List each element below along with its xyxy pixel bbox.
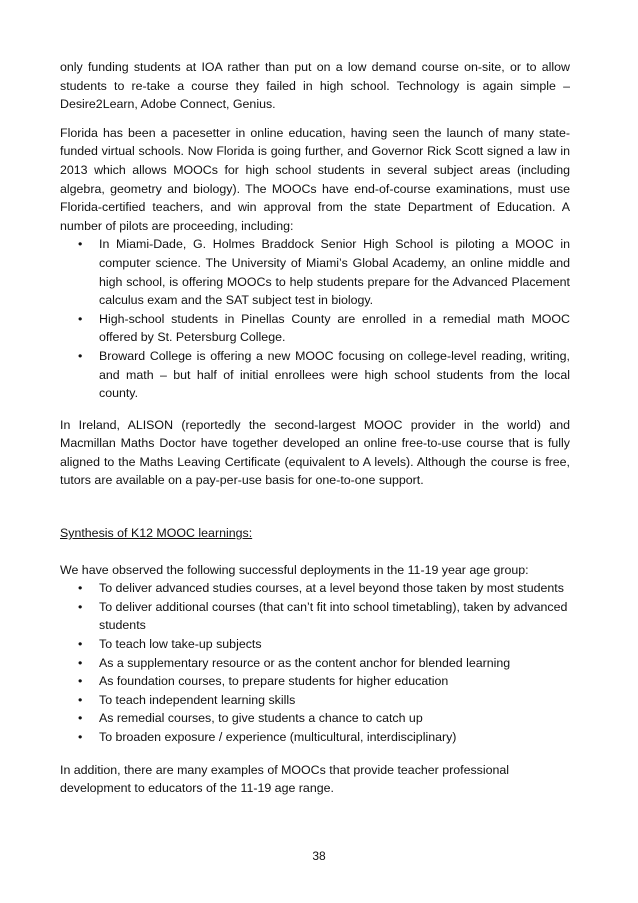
bullet-icon: • (78, 348, 83, 363)
paragraph-intro: only funding students at IOA rather than put on a low demand course on-site, or to allow students to re-take a course they failed in high school. Technology is again simple – Desire2Learn, Adobe Connect, Genius. (60, 60, 570, 112)
list-item: • In Miami-Dade, G. Holmes Braddock Senior High School is piloting a MOOC in computer science. The University of Miami’s Global Academy, an online middle and high school, is offering MOOCs to help students prepare for the Advanced Placement calculus exam and the SAT subject test in biology. (78, 237, 570, 308)
paragraph-observed: We have observed the following successful deployments in the 11-19 year age group: (60, 562, 529, 577)
page-number: 38 (312, 849, 326, 863)
list-item: • As foundation courses, to prepare students for higher education (60, 672, 570, 691)
section-heading: Synthesis of K12 MOOC learnings: (60, 526, 253, 541)
bullet-icon: • (78, 711, 83, 726)
list-item: • As a supplementary resource or as the content anchor for blended learning (60, 654, 570, 673)
list-item: • To teach independent learning skills (60, 691, 570, 710)
bullet-icon: • (78, 311, 83, 326)
list-item: • To broaden exposure / experience (multicultural, interdisciplinary) (60, 728, 570, 747)
page-body (60, 58, 570, 798)
bullet-icon: • (78, 581, 83, 596)
list-item: • High-school students in Pinellas County are enrolled in a remedial math MOOC offered by St. Petersburg College. (78, 311, 570, 345)
deployments-list (60, 579, 570, 746)
bullet-icon: • (78, 692, 83, 707)
list-item: • To deliver advanced studies courses, at a level beyond those taken by most students (60, 579, 570, 598)
paragraph-ireland: In Ireland, ALISON (reportedly the second-largest MOOC provider in the world) and Macmillan Maths Doctor have together developed an online free-to-use course that is fully aligned to the Maths Leaving Certificate (equivalent to A levels). Although the course is free, tutors are available on a pay-per-use basis for one-to-one support. (60, 417, 570, 488)
bullet-icon: • (78, 637, 83, 652)
florida-pilots-list (60, 235, 570, 402)
list-item: • To teach low take-up subjects (60, 635, 570, 654)
list-item: • To deliver additional courses (that can’t fit into school timetabling), taken by advanced students (78, 599, 568, 633)
list-item: • Broward College is offering a new MOOC focusing on college-level reading, writing, and math – but half of initial enrollees were high school students from the local county. (78, 348, 570, 401)
bullet-icon: • (78, 674, 83, 689)
paragraph-florida: Florida has been a pacesetter in online education, having seen the launch of many state-funded virtual schools. Now Florida is going further, and Governor Rick Scott signed a law in 2013 which allows MOOCs for high school students in several subject areas (including algebra, geometry and biology). The MOOCs have end-of-course examinations, must use Florida-certified teachers, and win approval from the state Department of Education. A number of pilots are proceeding, including: (60, 125, 570, 233)
bullet-icon: • (78, 237, 83, 252)
bullet-icon: • (78, 730, 83, 744)
bullet-icon: • (78, 655, 83, 670)
paragraph-closing: In addition, there are many examples of MOOCs that provide teacher professional development to educators of the 11-19 age range. (60, 762, 510, 796)
bullet-icon: • (78, 599, 83, 614)
list-item: • As remedial courses, to give students a chance to catch up (60, 709, 570, 728)
